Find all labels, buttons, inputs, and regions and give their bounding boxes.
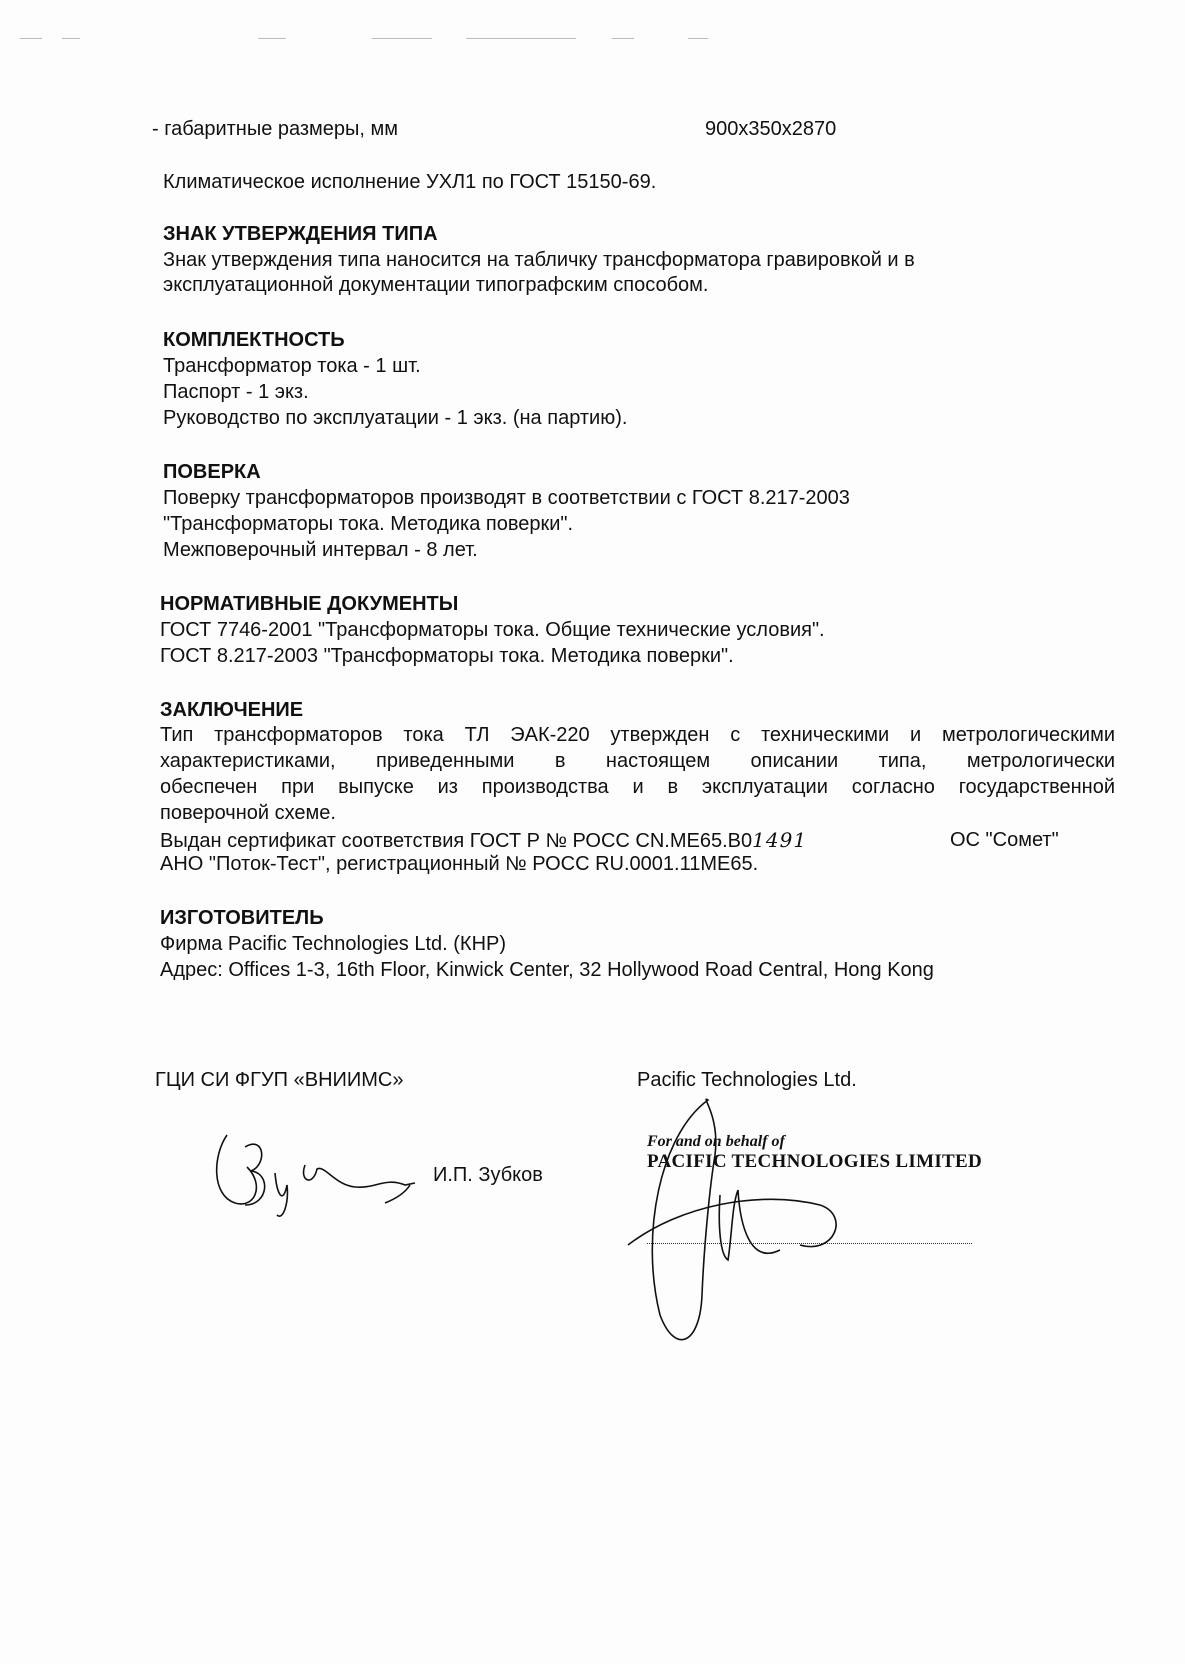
conclusion-line: поверочной схеме. <box>160 802 336 824</box>
scan-artifact <box>20 38 42 39</box>
left-signatory-name: И.П. Зубков <box>433 1164 543 1186</box>
company-stamp-line1: For and on behalf of <box>647 1133 785 1150</box>
completeness-item: Трансформатор тока - 1 шт. <box>163 355 421 377</box>
section-heading-type-mark: ЗНАК УТВЕРЖДЕНИЯ ТИПА <box>163 223 438 245</box>
normative-doc-line: ГОСТ 7746-2001 "Трансформаторы тока. Общие технические условия". <box>160 619 825 641</box>
company-stamp-line2: PACIFIC TECHNOLOGIES LIMITED <box>647 1151 982 1172</box>
left-signatory-organization: ГЦИ СИ ФГУП «ВНИИМС» <box>155 1069 404 1091</box>
verification-line: "Трансформаторы тока. Методика поверки". <box>163 513 574 535</box>
conclusion-line: Тип трансформаторов тока ТЛ ЭАК-220 утвержден с техническими и метрологическими <box>160 724 1115 746</box>
conclusion-paragraph <box>160 723 1115 827</box>
section-heading-conclusion: ЗАКЛЮЧЕНИЕ <box>160 699 304 721</box>
scan-artifact <box>62 38 80 39</box>
type-mark-line: эксплуатационной документации типографским способом. <box>163 274 709 296</box>
conclusion-line: обеспечен при выпуске из производства и в эксплуатации согласно государственной <box>160 776 1115 798</box>
verification-line: Поверку трансформаторов производят в соответствии с ГОСТ 8.217-2003 <box>163 487 850 509</box>
conclusion-line: характеристиками, приведенными в настоящем описании типа, метрологически <box>160 750 1115 772</box>
right-signatory-organization: Pacific Technologies Ltd. <box>637 1069 857 1091</box>
manufacturer-line: Фирма Pacific Technologies Ltd. (КНР) <box>160 933 507 955</box>
scan-artifact <box>688 38 708 39</box>
dimensions-value: 900x350x2870 <box>705 118 837 140</box>
scan-artifact <box>372 38 432 39</box>
section-heading-normative-docs: НОРМАТИВНЫЕ ДОКУМЕНТЫ <box>160 593 459 615</box>
climate-text: Климатическое исполнение УХЛ1 по ГОСТ 15150-69. <box>163 171 657 193</box>
normative-doc-line: ГОСТ 8.217-2003 "Трансформаторы тока. Методика поверки". <box>160 645 734 667</box>
signature-zubkov-icon <box>205 1125 425 1220</box>
signature-pacific-icon <box>620 1095 920 1355</box>
certificate-prefix: Выдан сертификат соответствия ГОСТ Р № РОСС CN.ME65.B0 <box>160 830 753 852</box>
registration-line: АНО "Поток-Тест", регистрационный № РОСС RU.0001.11МЕ65. <box>160 853 759 875</box>
certificate-body: ОС "Сомет" <box>950 829 1059 851</box>
certificate-handwritten-number: 1491 <box>752 828 808 852</box>
section-heading-manufacturer: ИЗГОТОВИТЕЛЬ <box>160 907 324 929</box>
type-mark-line: Знак утверждения типа наносится на табличку трансформатора гравировкой и в <box>163 249 915 271</box>
certificate-line <box>160 828 807 853</box>
scan-artifact <box>258 38 286 39</box>
scan-artifact <box>612 38 634 39</box>
completeness-item: Паспорт - 1 экз. <box>163 381 309 403</box>
completeness-item: Руководство по эксплуатации - 1 экз. (на партию). <box>163 407 628 429</box>
scan-artifact <box>466 38 576 39</box>
dimensions-label: - габаритные размеры, мм <box>152 118 399 140</box>
verification-line: Межповерочный интервал - 8 лет. <box>163 539 478 561</box>
section-heading-verification: ПОВЕРКА <box>163 461 261 483</box>
section-heading-completeness: КОМПЛЕКТНОСТЬ <box>163 329 345 351</box>
manufacturer-address: Адрес: Offices 1-3, 16th Floor, Kinwick Center, 32 Hollywood Road Central, Hong Kong <box>160 959 934 981</box>
